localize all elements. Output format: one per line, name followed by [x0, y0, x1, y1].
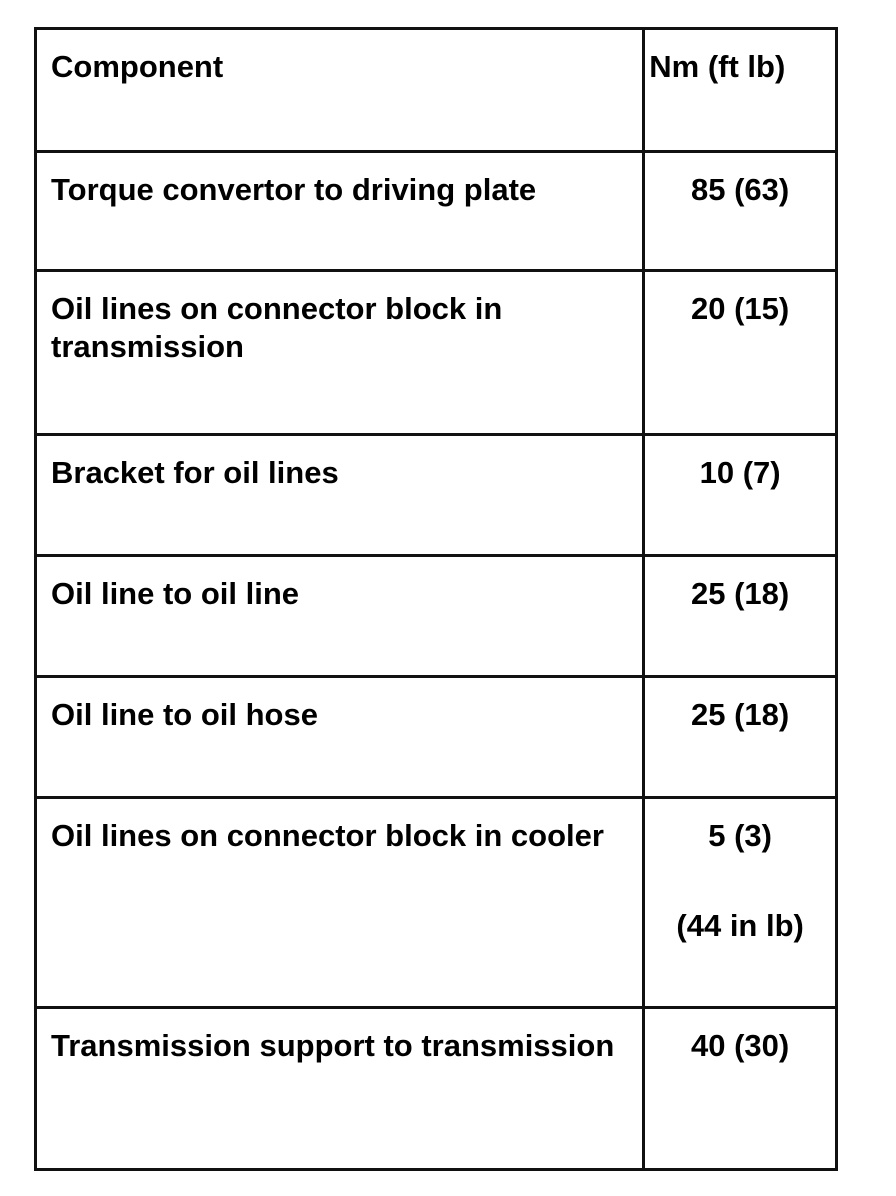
- table-row: [36, 435, 837, 556]
- table-row: [36, 677, 837, 798]
- torque-specifications-table: [34, 27, 838, 1171]
- torque-value-cell: [644, 152, 837, 271]
- torque-value: 85 (63): [691, 172, 790, 207]
- torque-value-cell: [644, 271, 837, 435]
- torque-value-cell: [644, 435, 837, 556]
- torque-value: 20 (15): [691, 291, 790, 326]
- table-row: [36, 271, 837, 435]
- torque-value: 5 (3): [708, 818, 772, 853]
- table-header-row: [36, 29, 837, 152]
- torque-value: 10 (7): [699, 455, 781, 490]
- torque-value-alt-units: (44 in lb): [676, 908, 804, 943]
- torque-value: 25 (18): [691, 697, 790, 732]
- header-torque-value: Nm (ft lb): [644, 29, 837, 152]
- header-component: Component: [36, 29, 644, 152]
- component-cell: Transmission support to transmission: [36, 1008, 644, 1170]
- component-cell: Oil lines on connector block in cooler: [36, 798, 644, 1008]
- component-cell: Oil line to oil hose: [36, 677, 644, 798]
- component-cell: Oil lines on connector block in transmission: [36, 271, 644, 435]
- torque-value-cell: [644, 556, 837, 677]
- table-row: [36, 798, 837, 1008]
- torque-value-cell: [644, 798, 837, 1008]
- table-row: [36, 1008, 837, 1170]
- torque-value: 25 (18): [691, 576, 790, 611]
- torque-value-cell: [644, 1008, 837, 1170]
- component-cell: Oil line to oil line: [36, 556, 644, 677]
- torque-value: 40 (30): [691, 1028, 790, 1063]
- component-cell: Bracket for oil lines: [36, 435, 644, 556]
- table-row: [36, 556, 837, 677]
- table-row: [36, 152, 837, 271]
- torque-value-cell: [644, 677, 837, 798]
- component-cell: Torque convertor to driving plate: [36, 152, 644, 271]
